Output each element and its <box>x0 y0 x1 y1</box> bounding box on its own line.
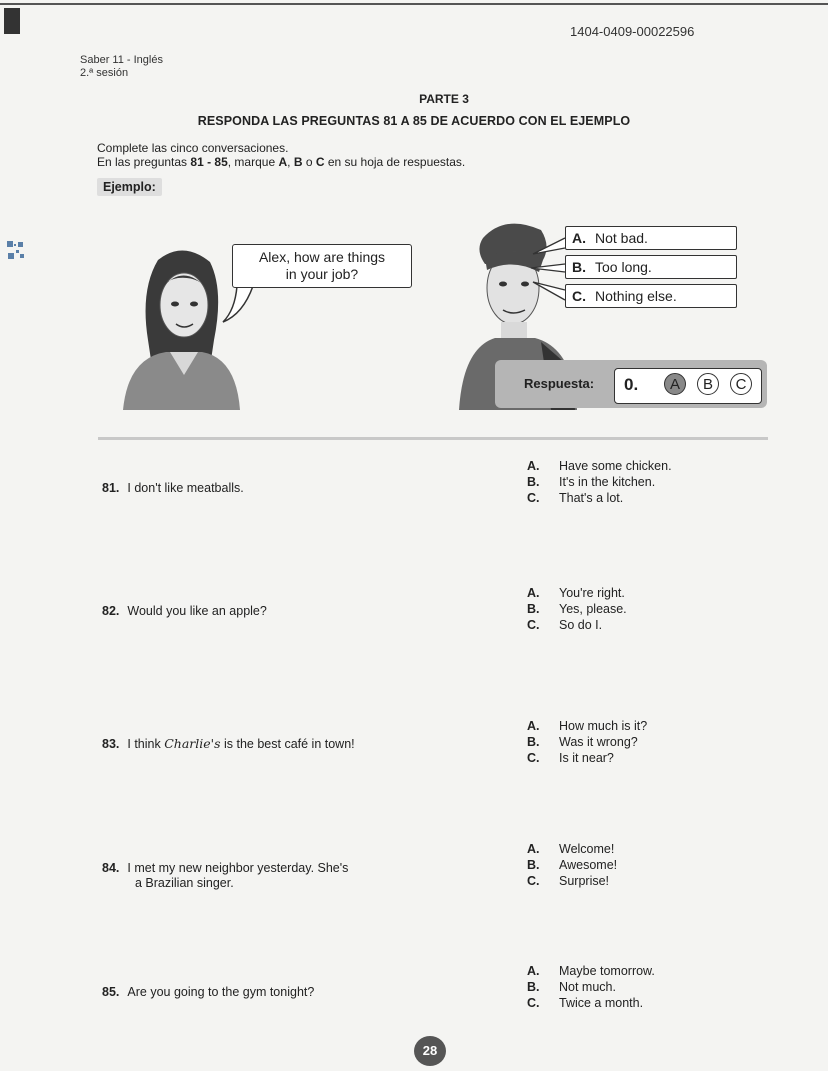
answer-circle-b: B <box>697 373 719 395</box>
option-c: C. So do I. <box>527 618 603 632</box>
option-b: B. Awesome! <box>527 858 618 872</box>
page-number: 28 <box>414 1036 446 1066</box>
speech-line-1: Alex, how are things <box>258 249 386 265</box>
document-code: 1404-0409-00022596 <box>570 24 695 39</box>
option-c: C. That's a lot. <box>527 491 624 505</box>
question-84-options <box>527 841 617 889</box>
session-label: 2.ª sesión <box>80 67 129 79</box>
option-b: B. Yes, please. <box>527 602 627 616</box>
answer-label: Respuesta: <box>524 376 595 391</box>
answer-number: 0. <box>624 375 639 394</box>
speech-line-2: in your job? <box>285 266 359 282</box>
instruction-line-2: En las preguntas 81 - 85, marque A, B o C en su hoja de respuestas. <box>97 155 466 169</box>
option-a: A. Welcome! <box>527 842 615 856</box>
exam-name: Saber 11 - Inglés <box>80 54 163 66</box>
question-85-options <box>527 963 655 1011</box>
question-84-line-1: 84. I met my new neighbor yesterday. She's <box>102 861 349 875</box>
question-84-line-2: a Brazilian singer. <box>135 876 234 890</box>
option-a: A. How much is it? <box>527 719 648 733</box>
option-c: C. Is it near? <box>527 751 614 765</box>
example-speech-bubble <box>232 244 412 288</box>
option-pointers <box>525 228 570 308</box>
answer-circle-a: A <box>664 373 686 395</box>
instructions <box>97 141 465 169</box>
option-b: B. Was it wrong? <box>527 735 638 749</box>
question-83: 83. I think Charlie's is the best café in town! <box>102 736 355 751</box>
option-a: A. Maybe tomorrow. <box>527 964 655 978</box>
option-c: C. Twice a month. <box>527 996 644 1010</box>
question-85: 85. Are you going to the gym tonight? <box>102 985 315 999</box>
part-title: PARTE 3 <box>419 92 469 106</box>
instruction-title: RESPONDA LAS PREGUNTAS 81 A 85 DE ACUERDO CON EL EJEMPLO <box>197 114 631 128</box>
question-82: 82. Would you like an apple? <box>102 604 267 618</box>
example-label: Ejemplo: <box>97 178 162 196</box>
example-option-c: C. Nothing else. <box>565 284 737 308</box>
option-c: C. Surprise! <box>527 874 610 888</box>
option-a: A. You're right. <box>527 586 625 600</box>
example-option-a: A. Not bad. <box>565 226 737 250</box>
answer-circle-c: C <box>730 373 752 395</box>
qr-code-icon <box>6 240 26 262</box>
exam-header <box>80 54 163 80</box>
question-84 <box>102 861 348 891</box>
instruction-line-1: Complete las cinco conversaciones. <box>97 141 289 155</box>
section-divider <box>98 437 768 440</box>
registration-mark <box>4 8 20 34</box>
option-b: B. Not much. <box>527 980 616 994</box>
question-82-options <box>527 585 627 633</box>
option-b: B. It's in the kitchen. <box>527 475 656 489</box>
question-81: 81. I don't like meatballs. <box>102 481 244 495</box>
example-option-b: B. Too long. <box>565 255 737 279</box>
question-81-options <box>527 458 672 506</box>
top-border-line <box>0 3 828 5</box>
question-83-options <box>527 718 647 766</box>
option-a: A. Have some chicken. <box>527 459 672 473</box>
